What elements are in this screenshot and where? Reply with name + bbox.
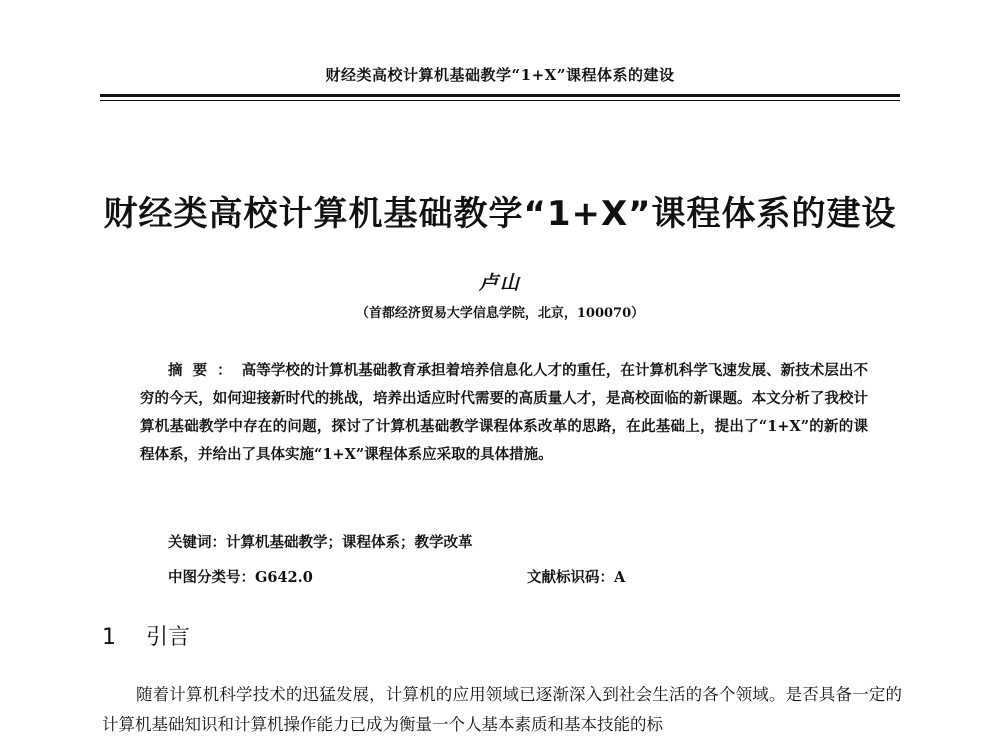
running-head: 财经类高校计算机基础教学“1+X”课程体系的建设	[325, 66, 675, 84]
keywords-label: 关键词：	[168, 534, 226, 551]
document-code	[527, 566, 625, 587]
body-paragraph: 随着计算机科学技术的迅猛发展，计算机的应用领域已逐渐深入到社会生活的各个领域。是否具备一定的计算机基础知识和计算机操作能力已成为衡量一个人基本素质和基本技能的标	[102, 685, 902, 734]
classification-number	[168, 566, 313, 587]
section-heading	[102, 620, 190, 651]
section-number: 1	[102, 625, 116, 650]
paper-title: 财经类高校计算机基础教学“1+X”课程体系的建设	[103, 194, 897, 234]
abstract	[140, 357, 868, 469]
author-affiliation: （首都经济贸易大学信息学院，北京，100070）	[355, 306, 645, 321]
classification-value: G642.0	[255, 569, 313, 586]
section-title: 引言	[146, 625, 191, 650]
header-rule-thin	[100, 100, 900, 101]
classification-label: 中图分类号：	[168, 569, 255, 586]
author-name: 卢山	[478, 272, 521, 294]
keywords-text: 计算机基础教学；课程体系；教学改革	[226, 534, 473, 551]
abstract-label: 摘要：	[168, 362, 242, 379]
abstract-text: 高等学校的计算机基础教育承担着培养信息化人才的重任，在计算机科学飞速发展、新技术层出不穷的今天，如何迎接新时代的挑战，培养出适应时代需要的高质量人才，是高校面临的新课题。本文分析了我校计算机基础教学中存在的问题，探讨了计算机基础教学课程体系改革的思路，在此基础上，提出了“1+X”的新的课程体系，并给出了具体实施“1+X”课程体系应采取的具体措施。	[140, 362, 868, 463]
document-code-label: 文献标识码：	[527, 569, 614, 586]
keywords	[168, 531, 473, 552]
header-rule-thick	[100, 94, 900, 97]
document-code-value: A	[614, 569, 626, 586]
